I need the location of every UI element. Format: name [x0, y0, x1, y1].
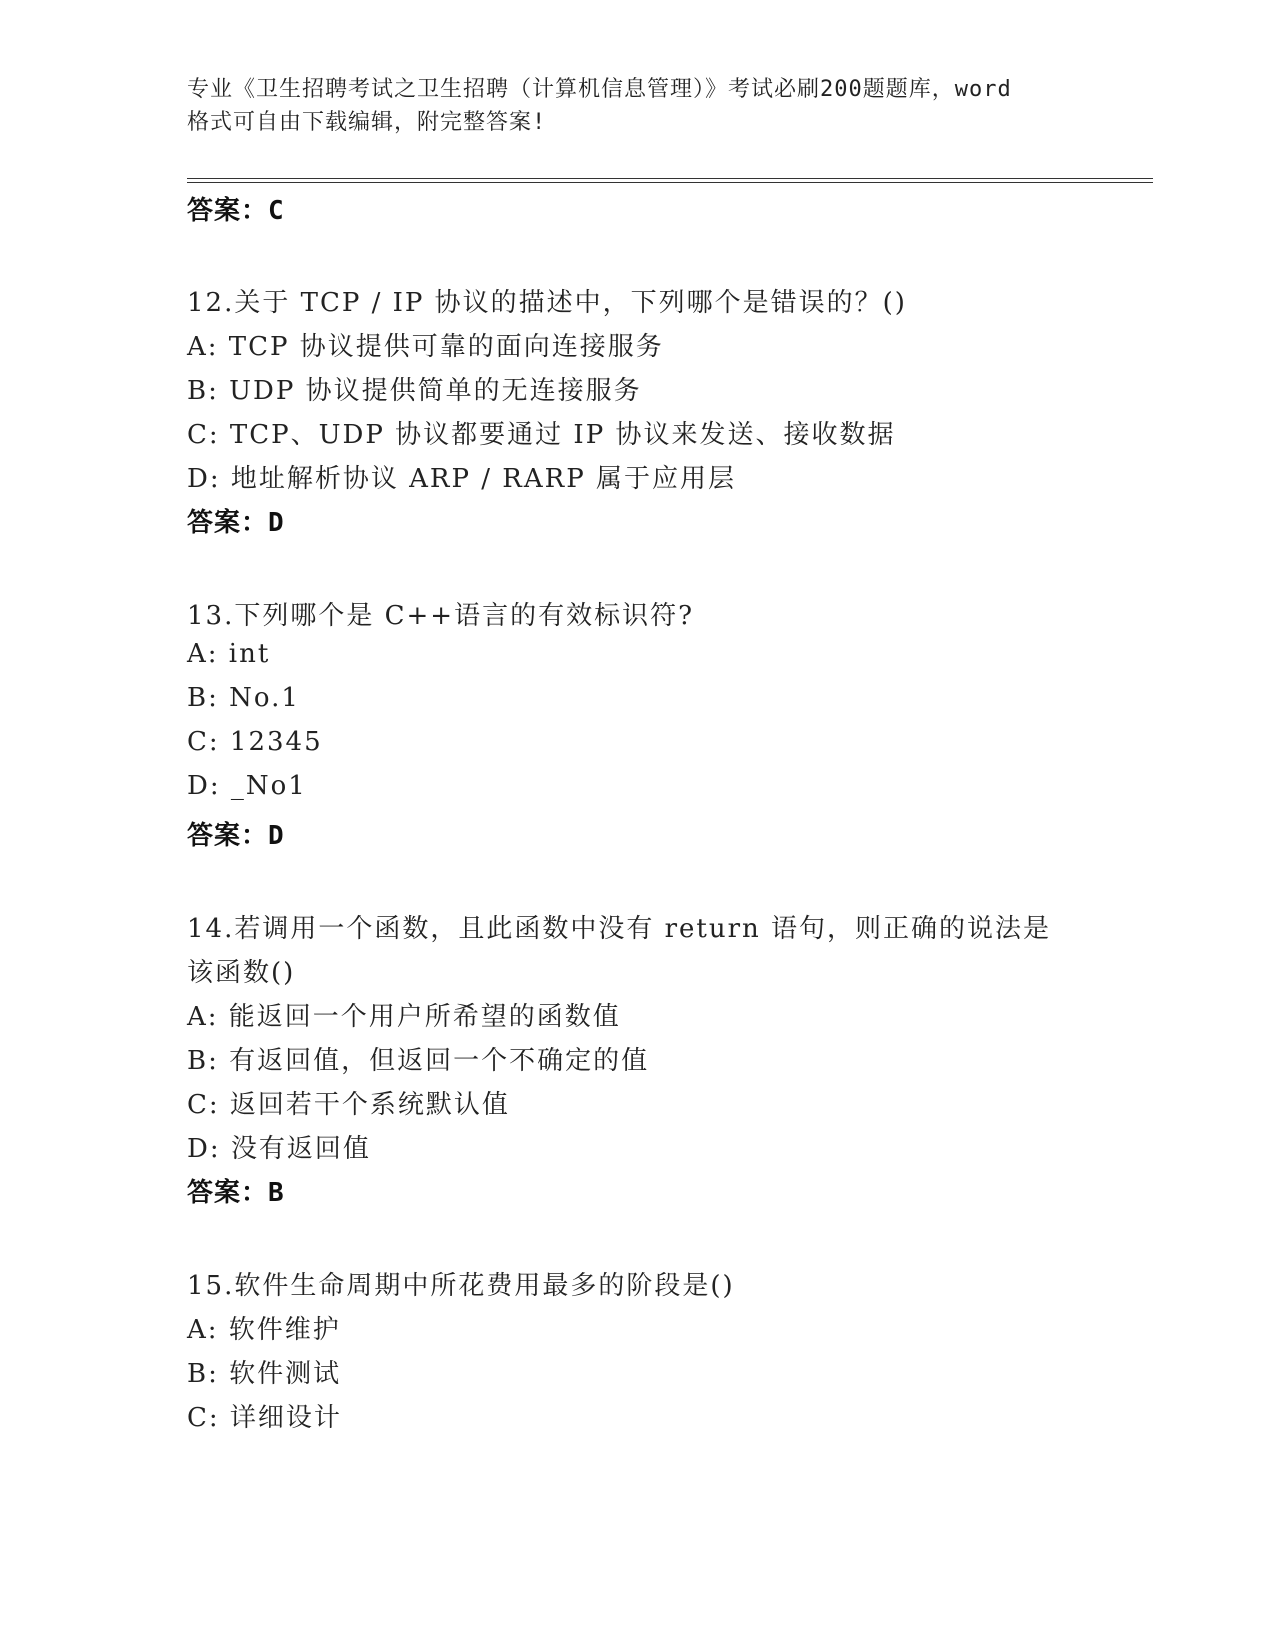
question-12-option-c: C: TCP、UDP 协议都要通过 IP 协议来发送、接收数据	[187, 420, 896, 450]
question-13-option-a: A: int	[187, 639, 271, 669]
question-12-answer	[187, 502, 285, 539]
question-13-stem: 13.下列哪个是 C++语言的有效标识符?	[187, 601, 695, 631]
question-15-stem: 15.软件生命周期中所花费用最多的阶段是()	[187, 1271, 735, 1301]
answer-label: 答案：	[187, 1178, 269, 1208]
answer-label: 答案：	[187, 196, 269, 226]
question-13-option-b: B: No.1	[187, 683, 300, 713]
header-line-1: 专业《卫生招聘考试之卫生招聘（计算机信息管理）》考试必刷200题题库，word	[187, 77, 1012, 102]
question-14-stem-line-1: 14.若调用一个函数，且此函数中没有 return 语句，则正确的说法是	[187, 914, 1052, 944]
answer-value: D	[268, 821, 285, 851]
question-14-option-a: A: 能返回一个用户所希望的函数值	[187, 1002, 621, 1032]
answer-label: 答案：	[187, 508, 269, 538]
answer-value: D	[268, 508, 285, 538]
question-14-option-c: C: 返回若干个系统默认值	[187, 1090, 510, 1120]
question-14-answer	[187, 1172, 285, 1209]
question-12-option-d: D: 地址解析协议 ARP / RARP 属于应用层	[187, 464, 736, 494]
question-12-stem: 12.关于 TCP / IP 协议的描述中，下列哪个是错误的？()	[187, 288, 907, 318]
answer-value: C	[268, 196, 285, 226]
question-14-stem-line-2: 该函数()	[187, 958, 296, 988]
question-13-answer	[187, 815, 285, 852]
question-14-option-d: D: 没有返回值	[187, 1134, 371, 1164]
question-12-option-a: A: TCP 协议提供可靠的面向连接服务	[187, 332, 664, 362]
question-15-option-b: B: 软件测试	[187, 1359, 342, 1389]
question-14-option-b: B: 有返回值，但返回一个不确定的值	[187, 1046, 650, 1076]
question-13-option-d: D: _No1	[187, 771, 307, 801]
header-line-2: 格式可自由下载编辑，附完整答案!	[187, 110, 547, 135]
question-15-option-a: A: 软件维护	[187, 1315, 341, 1345]
answer-label: 答案：	[187, 821, 269, 851]
question-13-option-c: C: 12345	[187, 727, 323, 757]
question-15-option-c: C: 详细设计	[187, 1403, 342, 1433]
header-divider	[187, 178, 1153, 183]
page-header	[187, 73, 1087, 139]
answer-value: B	[268, 1178, 285, 1208]
answer-prev	[187, 190, 285, 227]
question-12-option-b: B: UDP 协议提供简单的无连接服务	[187, 376, 642, 406]
